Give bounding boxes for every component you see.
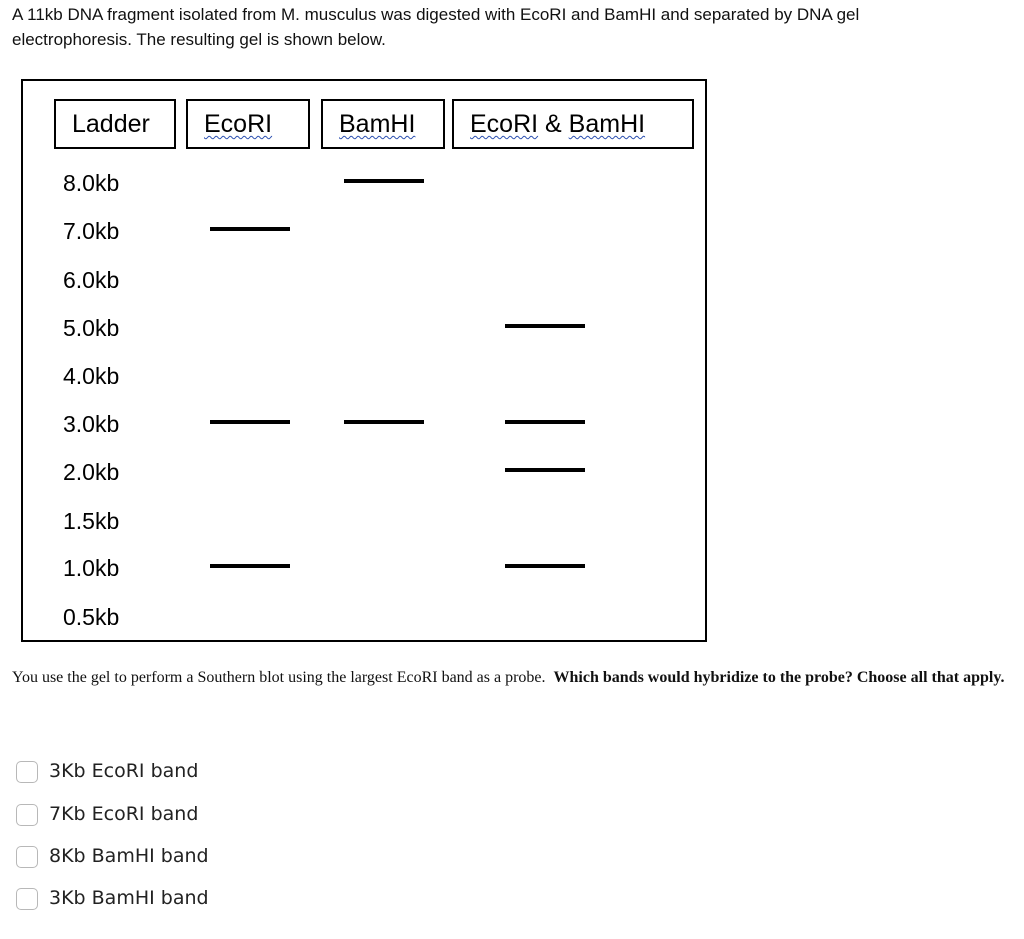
band-ecori-1kb (210, 564, 290, 568)
lane-header-ladder (54, 99, 176, 149)
checkbox[interactable] (16, 888, 38, 910)
intro-line-1: A 11kb DNA fragment isolated from M. musculus was digested with EcoRI and BamHI and separated by DNA gel (12, 5, 860, 24)
ladder-label: 1.5kb (63, 508, 120, 534)
ladder-label: 0.5kb (63, 604, 120, 630)
answer-option-label: 3Kb EcoRI band (49, 760, 199, 782)
answer-option[interactable] (16, 883, 276, 913)
question-intro (12, 2, 1012, 52)
ladder-label: 6.0kb (63, 267, 120, 293)
band-ecori-3kb (210, 420, 290, 424)
ladder-label: 2.0kb (63, 459, 120, 485)
ladder-label: 5.0kb (63, 315, 120, 341)
answer-option-label: 3Kb BamHI band (49, 887, 209, 909)
answer-option[interactable] (16, 841, 276, 871)
lane-header-ecori (186, 99, 310, 149)
lane-header-ecori-bamhi (452, 99, 694, 149)
lane-label-ecori: EcoRI (204, 110, 273, 138)
lane-label-double-ecori: EcoRI (470, 110, 539, 138)
checkbox[interactable] (16, 804, 38, 826)
answer-option[interactable] (16, 756, 276, 786)
lane-label-double-bamhi: BamHI (568, 110, 646, 138)
lane-label-bamhi: BamHI (339, 110, 416, 138)
lane-label-double-amp: & (538, 110, 569, 138)
lane-header-bamhi (321, 99, 445, 149)
answer-option-label: 8Kb BamHI band (49, 845, 209, 867)
answer-option[interactable] (16, 799, 276, 829)
ladder-label: 4.0kb (63, 363, 120, 389)
band-bamhi-8kb (344, 179, 424, 183)
gel-diagram (21, 79, 707, 642)
band-double-5kb (505, 324, 585, 328)
intro-line-2: electrophoresis. The resulting gel is shown below. (12, 30, 386, 49)
answer-option-label: 7Kb EcoRI band (49, 803, 199, 825)
band-double-1kb (505, 564, 585, 568)
ladder-label: 7.0kb (63, 218, 120, 244)
checkbox[interactable] (16, 846, 38, 868)
ladder-label: 1.0kb (63, 555, 120, 581)
band-bamhi-3kb (344, 420, 424, 424)
band-double-2kb (505, 468, 585, 472)
band-ecori-7kb (210, 227, 290, 231)
band-double-3kb (505, 420, 585, 424)
ladder-label: 3.0kb (63, 411, 120, 437)
checkbox[interactable] (16, 761, 38, 783)
question-text: You use the gel to perform a Southern blot using the largest EcoRI band as a probe. (12, 669, 554, 686)
ladder-label: 8.0kb (63, 170, 120, 196)
question-prompt (12, 665, 1022, 691)
lane-label-ladder: Ladder (72, 110, 150, 138)
question-instruction: Which bands would hybridize to the probe? Choose all that apply. (553, 669, 1005, 686)
